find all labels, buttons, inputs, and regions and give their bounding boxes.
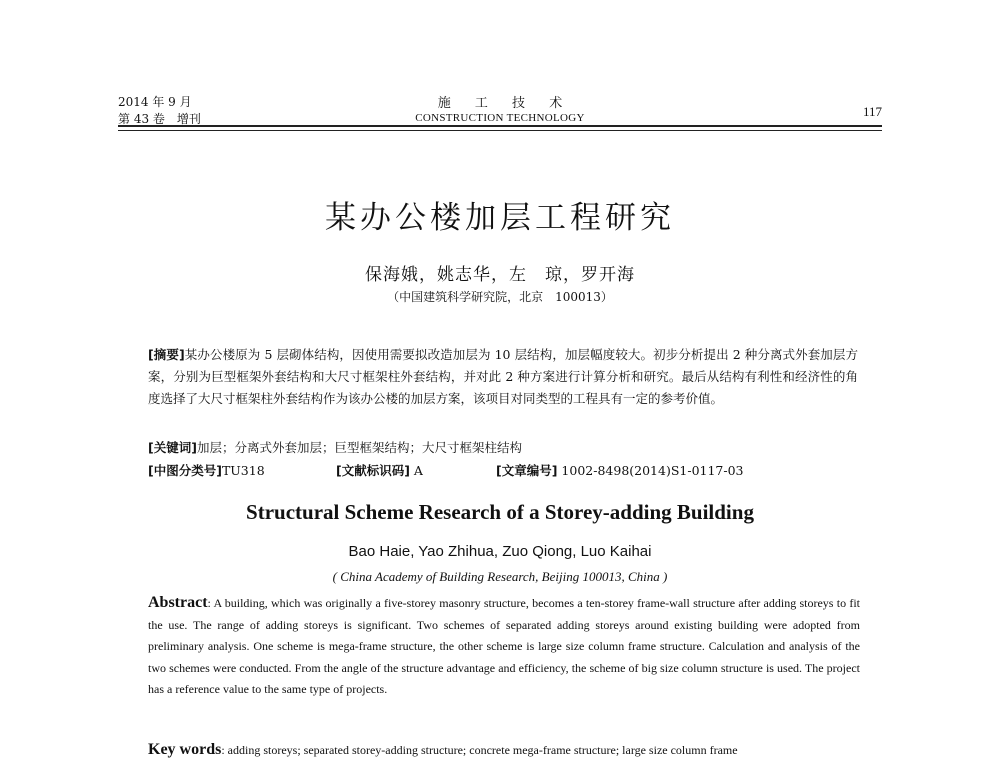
article-value: 1002-8498(2014)S1-0117-03	[561, 463, 744, 478]
doc-label: [文献标识码]	[336, 463, 410, 478]
paper-title-cn: 某办公楼加层工程研究	[325, 200, 675, 236]
affiliation-en: ( China Academy of Building Research, Beijing 100013, China )	[332, 569, 668, 584]
header-volume: 第 43 卷 增刊	[118, 112, 201, 126]
article-label: [文章编号]	[496, 463, 558, 478]
clc-value: TU318	[221, 463, 265, 478]
doc-code	[336, 461, 496, 481]
keywords-en	[148, 740, 860, 760]
abstract-cn	[148, 344, 858, 410]
page-number: 117	[862, 104, 882, 119]
header-date: 2014 年 9 月	[118, 95, 192, 109]
keywords-en-label: Key words	[148, 741, 222, 758]
keywords-cn-text: 加层；分离式外套加层；巨型框架结构；大尺寸框架柱结构	[196, 440, 522, 455]
clc-label: [中图分类号]	[148, 463, 222, 478]
header-journal	[0, 92, 1000, 124]
abstract-en-text: : A building, which was originally a five-storey masonry structure, becomes a ten-storey frame-wall structure after adding storeys to fit the use. The range of adding storeys is significant. Two schemes of separated adding storeys around existing building were adopted from preliminary analysis. One scheme is mega-frame structure, the other scheme is large size column frame structure. Calculation and analysis of the two schemes were conducted. From the angle of the structure advantage and efficiency, the scheme of big size column structure is used. The project has a reference value to the same type of projects.	[148, 596, 860, 696]
clc-code	[148, 461, 336, 481]
affiliation-cn: （中国建筑科学研究院，北京 100013）	[387, 290, 613, 304]
abstract-cn-label: [摘要]	[148, 347, 185, 362]
abstract-en	[148, 592, 860, 701]
keywords-cn-label: [关键词]	[148, 440, 197, 455]
authors-cn: 保海娥，姚志华，左 琼，罗开海	[365, 265, 635, 285]
abstract-en-label: Abstract	[148, 594, 208, 611]
paper-title-en: Structural Scheme Research of a Storey-adding Building	[246, 500, 754, 524]
doc-value: A	[413, 463, 423, 478]
article-number	[496, 461, 744, 481]
keywords-en-text: : adding storeys; separated storey-adding structure; concrete mega-frame structure; large size column frame	[221, 743, 738, 757]
keywords-cn	[148, 438, 858, 458]
classification-line	[148, 461, 858, 481]
journal-name-cn: 施 工 技 术	[437, 96, 573, 111]
header-rule-thick	[118, 125, 882, 127]
authors-en: Bao Haie, Yao Zhihua, Zuo Qiong, Luo Kaihai	[348, 543, 652, 560]
abstract-cn-text: 某办公楼原为 5 层砌体结构，因使用需要拟改造加层为 10 层结构，加层幅度较大。初步分析提出 2 种分离式外套加层方案，分别为巨型框架外套结构和大尺寸框架柱外套结构，并对此 2 种方案进行计算分析和研究。最后从结构有利性和经济性的角度选择了大尺寸框架柱外套结构作为该办公楼的加层方案，该项目对同类型的工程具有一定的参考价值。	[148, 347, 858, 406]
header-rule-thin	[118, 130, 882, 131]
journal-name-en: CONSTRUCTION TECHNOLOGY	[415, 112, 585, 124]
